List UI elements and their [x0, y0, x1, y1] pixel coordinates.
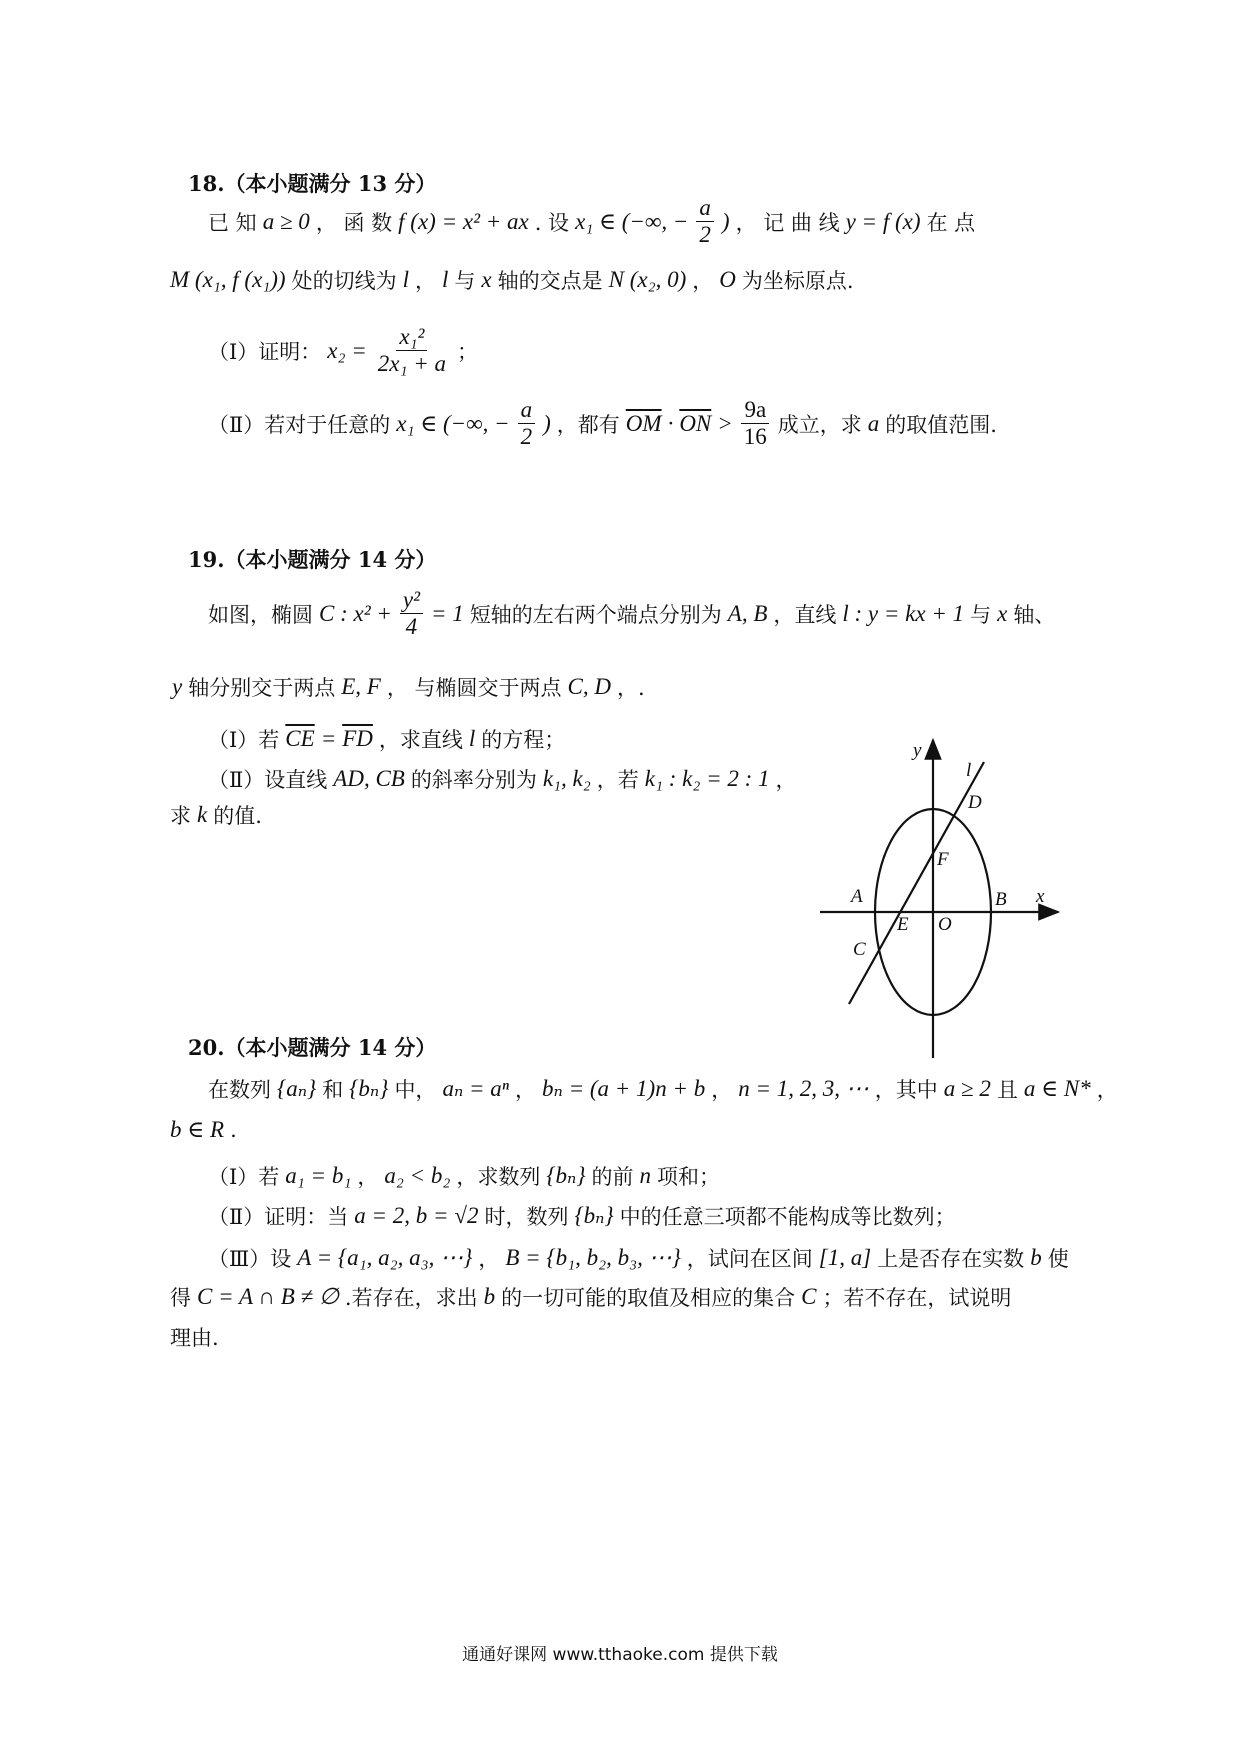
q18-text: 与	[454, 269, 476, 293]
q19-text: 与	[970, 602, 992, 627]
q20-math: b ∈ R	[170, 1117, 225, 1142]
q20-part3	[208, 1243, 1069, 1273]
vector-fd: $\overline{FD}$	[342, 726, 373, 751]
q19-part2-continued	[170, 800, 262, 830]
q19-text: 如图，椭圆	[208, 602, 313, 627]
q20-text: 理由.	[170, 1326, 219, 1350]
q18-line1	[208, 196, 975, 247]
q19-math: = 1	[430, 600, 464, 626]
fraction-denominator: 2	[520, 424, 533, 450]
q18-fraction	[518, 398, 536, 449]
q19-text: 的值.	[213, 804, 262, 828]
q20-text: 的前	[591, 1165, 634, 1189]
q19-fraction	[400, 588, 423, 639]
q18-part2	[208, 398, 997, 449]
q20-text: ，	[1096, 1078, 1118, 1102]
q20-text: ，求数列	[456, 1165, 541, 1189]
q20-text: 和	[322, 1078, 344, 1102]
q20-math: [1, a]	[818, 1245, 872, 1270]
q19-math: E, F	[341, 674, 381, 699]
q18-text: ， 记 曲 线	[735, 210, 840, 235]
q19-text: ，若	[596, 768, 639, 792]
q20-text: 中的任意三项都不能构成等比数列；	[619, 1205, 956, 1229]
q18-text: ，	[415, 269, 436, 293]
q20-math: C	[801, 1284, 817, 1309]
vector-on: $\overline{ON}$	[679, 410, 712, 436]
q18-text: . 设	[534, 210, 570, 235]
q20-math: {bₙ}	[349, 1076, 389, 1101]
part-label: （Ⅰ）若	[208, 1165, 280, 1189]
label-x: x	[1036, 886, 1045, 907]
q20-part3-continued	[170, 1282, 1011, 1312]
q18-line2	[170, 265, 854, 295]
part-label: （Ⅰ）证明：	[208, 339, 322, 364]
q18-math: x₂ =	[327, 337, 367, 363]
q18-math: y = f (x)	[845, 208, 921, 234]
q19-part2	[208, 764, 797, 794]
q20-text: ；若不存在，试说明	[822, 1286, 1012, 1310]
q20-text: 时，数列	[484, 1205, 569, 1229]
q20-text: 使	[1047, 1247, 1069, 1271]
q18-math: ·	[667, 410, 674, 436]
q20-text: ，	[478, 1247, 500, 1271]
label-B: B	[995, 889, 1007, 910]
q20-math: a₁ = b₁	[285, 1163, 352, 1188]
q20-math: a ≥ 2	[943, 1076, 991, 1101]
q19-math: C : x² +	[319, 600, 392, 626]
q18-text: 已 知	[208, 210, 257, 235]
q18-math: l	[402, 267, 409, 292]
vector-om: $\overline{OM}$	[625, 410, 662, 436]
part-label: （Ⅱ）设直线	[208, 768, 328, 792]
line-l	[849, 762, 984, 1004]
label-y: y	[913, 740, 922, 761]
q20-math: A = {a₁, a₂, a₃, ⋯}	[297, 1245, 473, 1270]
footer-source: 通通好课网 www.tthaoke.com 提供下载	[462, 1645, 778, 1665]
q20-math: C = A ∩ B ≠ ∅	[197, 1284, 339, 1309]
q19-math: l : y = kx + 1	[842, 600, 965, 626]
q20-text: 在数列	[208, 1078, 271, 1102]
q19-math: A, B	[727, 600, 768, 626]
label-E: E	[897, 914, 909, 935]
q19-math: y	[172, 674, 183, 699]
q20-math: bₙ = (a + 1)n + b	[542, 1076, 706, 1101]
q18-heading: 18.（本小题满分 13 分）	[188, 171, 437, 196]
q18-text: ，	[692, 269, 714, 293]
fraction-denominator: 16	[743, 424, 767, 450]
q20-text: ，	[515, 1078, 537, 1102]
q19-text: 短轴的左右两个端点分别为	[469, 602, 722, 627]
q18-math: l	[442, 267, 449, 292]
q20-text: 得	[170, 1286, 191, 1310]
fraction-numerator: a	[696, 196, 714, 222]
fraction-numerator: y²	[400, 588, 423, 614]
q19-math: l	[468, 726, 476, 751]
q18-function-def: f (x) = x² + ax	[398, 208, 529, 234]
q19-math: C, D	[567, 674, 611, 699]
q18-text: ，都有	[556, 412, 620, 437]
q20-heading: 20.（本小题满分 14 分）	[188, 1035, 437, 1060]
q18-math: a ≥ 0	[262, 208, 310, 234]
q20-text: .若存在，求出	[344, 1286, 478, 1310]
q20-text: 上是否存在实数	[877, 1247, 1025, 1271]
q19-text: 的斜率分别为	[410, 768, 537, 792]
q19-text: ，直线	[773, 602, 837, 627]
q20-math: a₂ < b₂	[384, 1163, 451, 1188]
q20-text: 的一切可能的取值及相应的集合	[501, 1286, 796, 1310]
q19-text: ， 与椭圆交于两点	[386, 676, 562, 700]
fraction-numerator: 9a	[741, 398, 769, 424]
q19-text: ，	[775, 768, 797, 792]
q18-math: )	[543, 410, 551, 436]
q20-math: a ∈ N*	[1023, 1076, 1091, 1101]
q18-fraction	[741, 398, 770, 449]
q20-math: b	[483, 1284, 496, 1309]
label-F: F	[937, 849, 949, 870]
part-label: （Ⅱ）证明：当	[208, 1205, 349, 1229]
fraction-denominator: 2	[699, 222, 711, 248]
q20-part3-end	[170, 1322, 219, 1352]
label-C: C	[853, 939, 866, 960]
q19-math: AD, CB	[333, 766, 405, 791]
q20-math: n	[639, 1163, 652, 1188]
q18-text: 处的切线为	[291, 269, 397, 293]
q20-text: 中，	[394, 1078, 437, 1102]
q19-math: k	[197, 802, 208, 827]
q19-heading: 19.（本小题满分 14 分）	[188, 547, 437, 572]
q18-math: x₁ ∈ (−∞, −	[396, 410, 510, 436]
q19-line2	[172, 672, 645, 702]
q20-text: 且	[996, 1078, 1018, 1102]
q20-line2	[170, 1117, 237, 1143]
q18-text: 在 点	[926, 210, 976, 235]
q19-text: ，求直线	[378, 728, 463, 752]
q20-part2	[208, 1201, 956, 1231]
q20-math: {bₙ}	[546, 1163, 586, 1188]
q18-math: a	[867, 410, 880, 436]
q18-part1	[208, 325, 478, 376]
q19-text: 的方程；	[481, 728, 566, 752]
q18-text: ；	[457, 339, 479, 364]
q19-text: 求	[170, 804, 191, 828]
q18-text: 的取值范围.	[885, 412, 997, 437]
q20-text: ，	[357, 1165, 379, 1189]
q18-text: 轴的交点是	[497, 269, 603, 293]
q20-line1	[208, 1074, 1118, 1104]
fraction-denominator: 2x₁ + a	[377, 351, 447, 377]
q20-math: {aₙ}	[277, 1076, 317, 1101]
q20-text: ，其中	[874, 1078, 938, 1102]
q19-text: ，.	[616, 676, 645, 700]
q18-fraction	[375, 325, 449, 376]
q20-text: ，试问在区间	[686, 1247, 813, 1271]
q18-math: O	[719, 267, 736, 292]
q19-line1	[208, 588, 1055, 639]
vector-ce: $\overline{CE}$	[285, 726, 315, 751]
label-O: O	[938, 914, 952, 935]
q18-math: )	[721, 208, 730, 234]
part-label: （Ⅲ）设	[208, 1247, 292, 1271]
fraction-numerator: x₁²	[396, 325, 427, 351]
q18-math: x₁ ∈ (−∞, −	[575, 208, 689, 234]
q19-math: k₁, k₂	[542, 766, 591, 791]
q19-math: =	[320, 726, 337, 751]
q20-math: n = 1, 2, 3, ⋯	[738, 1076, 869, 1101]
q18-math: x	[481, 267, 492, 292]
label-A: A	[851, 886, 863, 907]
q18-text: ， 函 数	[315, 210, 393, 235]
q18-math: M (x₁, f (x₁))	[170, 267, 286, 292]
fraction-numerator: a	[518, 398, 536, 424]
ellipse-figure	[820, 730, 1080, 1070]
label-l: l	[966, 760, 972, 781]
q18-math: N (x₂, 0)	[608, 267, 687, 292]
q19-part1	[208, 724, 565, 754]
label-D: D	[968, 792, 982, 813]
q18-fraction	[696, 196, 714, 247]
q19-math: k₁ : k₂ = 2 : 1	[644, 766, 770, 791]
q20-math: a = 2, b = √2	[354, 1203, 479, 1228]
q20-text: .	[230, 1118, 237, 1142]
q20-math: {bₙ}	[574, 1203, 614, 1228]
q19-text: 轴、	[1013, 602, 1056, 627]
q20-text: ，	[711, 1078, 733, 1102]
q20-math: aₙ = aⁿ	[442, 1076, 510, 1101]
q18-text: 成立，求	[777, 412, 862, 437]
q20-part1	[208, 1161, 720, 1191]
q18-math: >	[717, 410, 733, 436]
q20-math: b	[1030, 1245, 1042, 1270]
q20-text: 项和；	[657, 1165, 721, 1189]
q18-text: 为坐标原点.	[741, 269, 854, 293]
q20-math: B = {b₁, b₂, b₃, ⋯}	[505, 1245, 681, 1270]
part-label: （Ⅱ）若对于任意的	[208, 412, 391, 437]
q19-text: 轴分别交于两点	[188, 676, 336, 700]
part-label: （Ⅰ）若	[208, 728, 280, 752]
q19-math: x	[997, 600, 1008, 626]
fraction-denominator: 4	[405, 614, 418, 640]
